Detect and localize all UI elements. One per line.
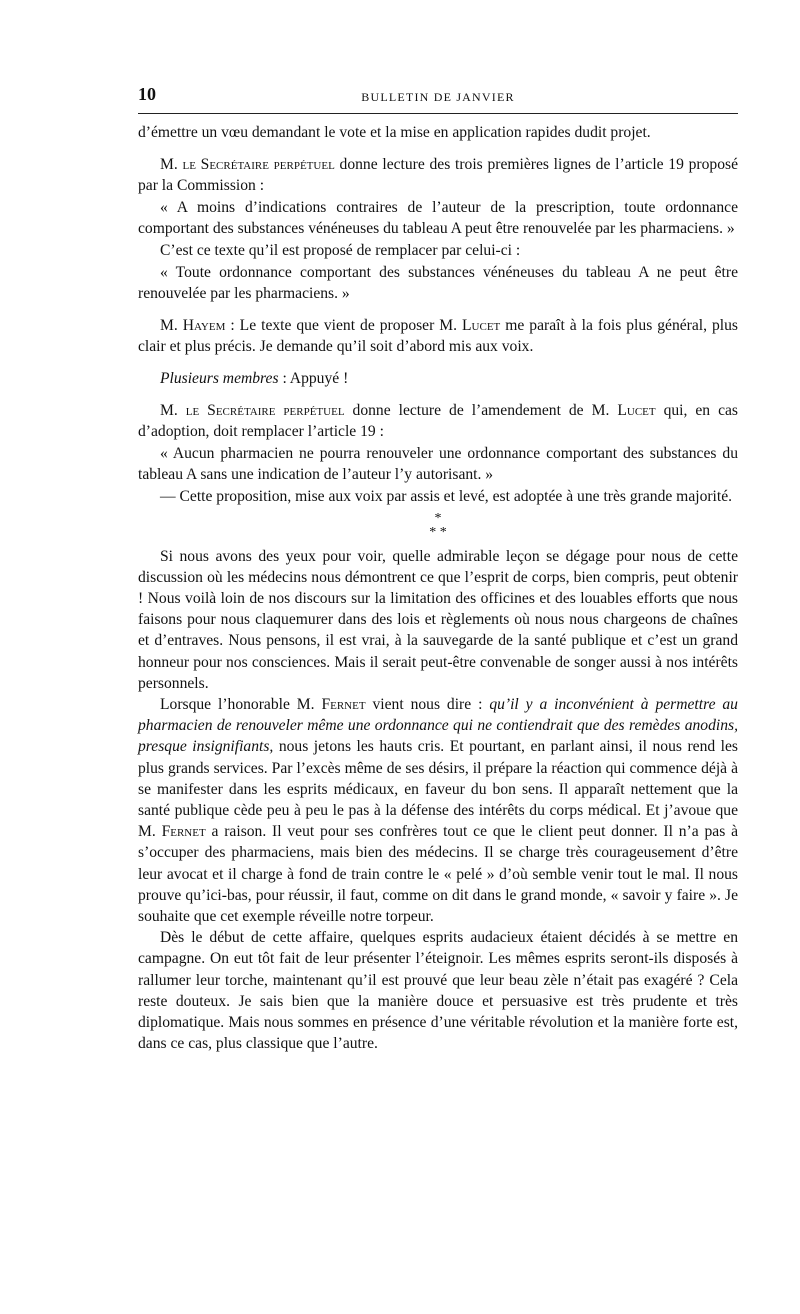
paragraph-5 [138, 262, 738, 305]
paragraph-10 [138, 486, 738, 508]
asterism: * * * [429, 510, 447, 540]
paragraph-9-text: « Aucun pharmacien ne pourra renouveler une ordonnance comportant des substances du tableau A sans une indication de l’auteur l’y autorisant. » [138, 444, 738, 484]
page-header [138, 84, 738, 106]
name-fernet: Fernet [321, 695, 366, 713]
paragraph-4 [138, 240, 738, 262]
header-rule [138, 113, 738, 114]
name-fernet-2: Fernet [161, 823, 206, 841]
page-number: 10 [138, 84, 156, 104]
name-lucet: Lucet [462, 316, 501, 334]
paragraph-12-text-d: a raison. Il veut pour ses confrères tout ce que le client peut donner. Il n’a pas à s’occuper des pharmaciens, mais bien des médecins. Il se charge très courageusement d’être leur avocat et il charge à fond de train contre le « pelé » d’où semble venir tout le mal. Il nous prouve qu’ici-bas, pour réussir, il faut, comme on dit dans le grand monde, « savoir y faire ». Je souhaite que cet exemple réveille notre torpeur. [138, 823, 738, 925]
speaker-secretary-2: M. le Secrétaire perpétuel [160, 401, 345, 419]
paragraph-4-text: C’est ce texte qu’il est proposé de remplacer par celui-ci : [160, 241, 521, 259]
name-lucet-2: Lucet [617, 401, 656, 419]
document-page [138, 84, 738, 1054]
paragraph-7-text: : Appuyé ! [282, 369, 349, 387]
running-head: BULLETIN DE JANVIER [361, 90, 515, 104]
paragraph-5-text: « Toute ordonnance comportant des substances vénéneuses du tableau A ne peut être renouvelée par les pharmaciens. » [138, 263, 738, 303]
paragraph-8-text-b: qui, en cas d’adoption, doit remplacer l’article 19 : [138, 401, 738, 441]
paragraph-10-text: — Cette proposition, mise aux voix par assis et levé, est adoptée à une très grande majorité. [160, 487, 733, 505]
paragraph-9 [138, 443, 738, 486]
paragraph-3-text: « A moins d’indications contraires de l’auteur de la prescription, toute ordonnance comportant des substances vénéneuses du tableau A peut être renouvelée par les pharmaciens. » [138, 198, 738, 238]
paragraph-6-text-a: : Le texte que vient de proposer M. [230, 316, 458, 334]
paragraph-12-text-b: vient nous dire : [372, 695, 483, 713]
fernet-quote: qu’il y a inconvénient à permettre au pharmacien de renouveler même une ordonnance qui ne contiendrait que des remèdes anodins, presque insignifiants, [138, 695, 738, 756]
paragraph-3 [138, 197, 738, 240]
paragraph-2 [138, 154, 738, 197]
paragraph-11-text: Si nous avons des yeux pour voir, quelle admirable leçon se dégage pour nous de cette discussion où les médecins nous démontrent ce que l’esprit de corps, bien compris, peut obtenir ! Nous voilà loin de nos discours sur la limitation des officines et des louables efforts que nous faisons pour nous claquemurer dans des lois et règlements où nous nous chargeons de chaînes et d’entraves. Nous pensons, il est vrai, à la sauvegarde de la santé publique et c’est un grand honneur pour nos consciences. Mais il serait peut-être convenable de songer aussi à nos intérêts personnels. [138, 547, 738, 692]
paragraph-7 [138, 368, 738, 390]
paragraph-6-text-b: me paraît à la fois plus général, plus clair et plus précis. Je demande qu’il soit d’abord mis aux voix. [138, 316, 738, 356]
speaker-hayem: M. Hayem [160, 316, 226, 334]
paragraph-13-text: Dès le début de cette affaire, quelques esprits audacieux étaient décidés à se mettre en campagne. On eut tôt fait de leur présenter l’éteignoir. Les mêmes esprits seront-ils disposés à rallumer leur torche, maintenant qu’il est prouvé que leur beau zèle n’était pas exagéré ? Cela reste douteux. Je sais bien que la manière douce et persuasive est très prudente et très diplomatique. Mais nous sommes en présence d’une véritable révolution et la manière forte est, dans ce cas, plus classique que l’autre. [138, 929, 738, 1053]
paragraph-1 [138, 122, 738, 144]
speaker-secretary: M. le Secrétaire perpétuel [160, 155, 335, 173]
paragraph-8 [138, 400, 738, 443]
paragraph-12 [138, 694, 738, 927]
paragraph-11 [138, 546, 738, 694]
paragraph-12-text-c: nous jetons les hauts cris. Et pourtant, en parlant ainsi, il nous rend les plus grands services. Par l’excès même de ses désirs, il prépare la réaction qui commence déjà à se manifester dans les esprits médicaux, en faveur du bon sens. Il apparaît nettement que la santé publique cède peu à peu le pas à la défense des intérêts du corps médical. Et j’avoue que M. [138, 738, 738, 841]
paragraph-1-text: d’émettre un vœu demandant le vote et la mise en application rapides dudit projet. [138, 124, 651, 141]
paragraph-13 [138, 927, 738, 1054]
paragraph-8-text-a: donne lecture de l’amendement de M. [352, 401, 610, 419]
paragraph-12-text-a: Lorsque l’honorable M. [160, 695, 315, 713]
speaker-members: Plusieurs membres [160, 369, 279, 387]
paragraph-6 [138, 315, 738, 358]
paragraph-2-text: donne lecture des trois premières lignes de l’article 19 proposé par la Commission : [138, 155, 739, 195]
